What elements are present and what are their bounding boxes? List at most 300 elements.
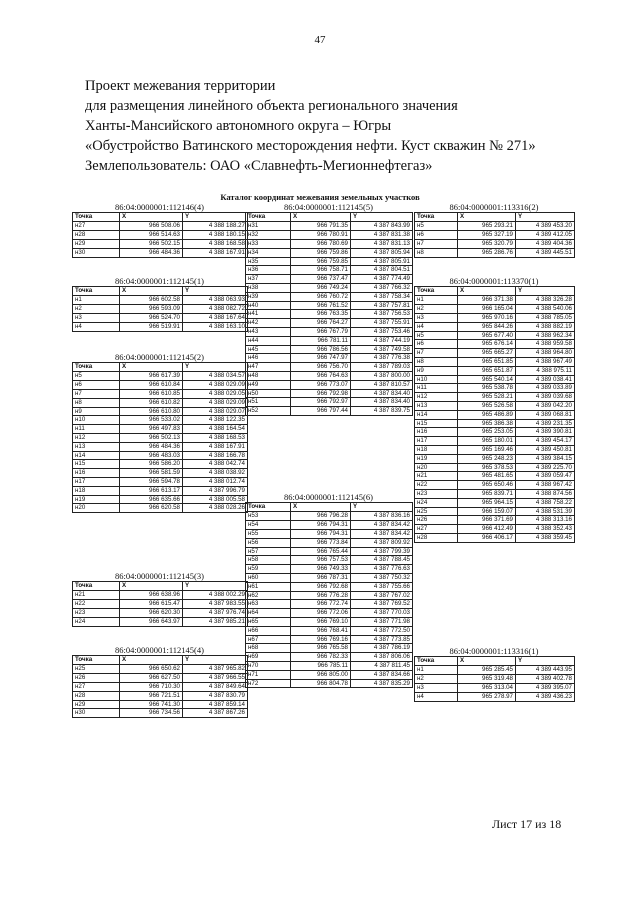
table-row [415, 463, 575, 472]
y-cell: 4 387 766.32 [351, 283, 413, 292]
x-cell: 966 792.97 [291, 398, 351, 407]
column-header-point: Точка [415, 657, 458, 666]
coordinates-table [72, 286, 248, 332]
y-cell: 4 388 167.91 [183, 442, 248, 451]
y-cell: 4 388 188.27 [183, 222, 248, 231]
point-cell: н28 [73, 231, 120, 240]
x-cell: 966 749.24 [291, 283, 351, 292]
point-cell: н40 [246, 301, 291, 310]
table-row [73, 296, 248, 305]
table-row [246, 345, 413, 354]
point-cell: н5 [73, 372, 120, 381]
x-cell: 966 756.70 [291, 363, 351, 372]
table-row [246, 336, 413, 345]
x-cell: 966 758.71 [291, 266, 351, 275]
table-row [246, 635, 413, 644]
table-row [246, 626, 413, 635]
table-row [73, 433, 248, 442]
point-cell: н12 [415, 393, 458, 402]
table-row [246, 239, 413, 248]
table-row [73, 591, 248, 600]
table-row [73, 600, 248, 609]
table-row [246, 591, 413, 600]
table-row [246, 275, 413, 284]
x-cell: 966 613.17 [120, 486, 183, 495]
point-cell: н27 [415, 525, 458, 534]
point-cell: н20 [73, 504, 120, 513]
table-row [415, 375, 575, 384]
table-header-row [415, 287, 575, 296]
y-cell: 4 389 402.78 [516, 675, 575, 684]
point-cell: н7 [415, 239, 458, 248]
table-header-row [73, 213, 248, 222]
y-cell: 4 387 835.29 [351, 679, 413, 688]
x-cell: 966 602.58 [120, 296, 183, 305]
table-row [73, 665, 248, 674]
point-cell: н1 [415, 296, 458, 305]
point-cell: н5 [415, 331, 458, 340]
table-row [73, 451, 248, 460]
x-cell: 965 526.58 [458, 401, 516, 410]
table-row [246, 301, 413, 310]
x-cell: 965 320.79 [458, 239, 516, 248]
x-cell: 965 327.19 [458, 231, 516, 240]
y-cell: 4 389 450.81 [516, 445, 575, 454]
point-cell: н69 [246, 653, 291, 662]
x-cell: 966 412.49 [458, 525, 516, 534]
cadastral-number: 86:04:0000001:112145(3) [115, 571, 204, 581]
point-cell: н16 [73, 469, 120, 478]
y-cell: 4 388 034.57 [183, 372, 248, 381]
table-row [415, 313, 575, 322]
table-row [415, 239, 575, 248]
y-cell: 4 388 167.91 [183, 248, 248, 257]
y-cell: 4 389 059.47 [516, 472, 575, 481]
x-cell: 965 970.16 [458, 313, 516, 322]
y-cell: 4 388 359.45 [516, 533, 575, 542]
x-cell: 966 519.91 [120, 322, 183, 331]
column-header-point: Точка [73, 656, 120, 665]
column-header-x: X [120, 213, 183, 222]
x-cell: 965 319.48 [458, 675, 516, 684]
x-cell: 965 386.38 [458, 419, 516, 428]
y-cell: 4 389 225.70 [516, 463, 575, 472]
y-cell: 4 389 033.89 [516, 384, 575, 393]
table-row [73, 691, 248, 700]
table-row [246, 327, 413, 336]
table-header-row [73, 287, 248, 296]
point-cell: н24 [415, 498, 458, 507]
point-cell: н3 [73, 313, 120, 322]
y-cell: 4 387 756.53 [351, 310, 413, 319]
x-cell: 966 159.07 [458, 507, 516, 516]
x-cell: 966 737.47 [291, 275, 351, 284]
x-cell: 965 486.89 [458, 410, 516, 419]
column-header-x: X [458, 287, 516, 296]
x-cell: 966 586.20 [120, 460, 183, 469]
y-cell: 4 387 834.40 [351, 389, 413, 398]
point-cell: н15 [415, 419, 458, 428]
x-cell: 966 524.70 [120, 313, 183, 322]
table-row [73, 674, 248, 683]
cadastral-number: 86:04:0000001:113316(2) [449, 202, 539, 212]
y-cell: 4 387 789.03 [351, 363, 413, 372]
x-cell: 966 760.72 [291, 292, 351, 301]
table-row [246, 222, 413, 231]
point-cell: н23 [415, 489, 458, 498]
x-cell: 965 253.05 [458, 428, 516, 437]
x-cell: 966 759.86 [291, 248, 351, 257]
table-row [246, 600, 413, 609]
x-cell: 966 484.36 [120, 442, 183, 451]
x-cell: 966 787.31 [291, 573, 351, 582]
y-cell: 4 388 163.10 [183, 322, 248, 331]
x-cell: 966 796.28 [291, 512, 351, 521]
y-cell: 4 387 767.02 [351, 591, 413, 600]
x-cell: 966 483.03 [120, 451, 183, 460]
point-cell: н20 [415, 463, 458, 472]
table-row [415, 384, 575, 393]
point-cell: н17 [73, 477, 120, 486]
table-row [246, 512, 413, 521]
table-row [415, 419, 575, 428]
point-cell: н35 [246, 257, 291, 266]
y-cell: 4 389 042.20 [516, 401, 575, 410]
y-cell: 4 387 772.50 [351, 626, 413, 635]
y-cell: 4 387 830.79 [183, 691, 248, 700]
y-cell: 4 389 039.68 [516, 393, 575, 402]
x-cell: 966 785.11 [291, 661, 351, 670]
table-header-row [73, 363, 248, 372]
column-header-y: Y [183, 287, 248, 296]
y-cell: 4 387 811.45 [351, 661, 413, 670]
y-cell: 4 387 834.66 [351, 670, 413, 679]
table-row [73, 477, 248, 486]
cadastral-number: 86:04:0000001:113316(1) [449, 646, 539, 656]
cadastral-number: 86:04:0000001:113370(1) [449, 276, 539, 286]
point-cell: н52 [246, 407, 291, 416]
coordinates-table [414, 286, 575, 543]
point-cell: н33 [246, 239, 291, 248]
x-cell: 966 773.07 [291, 380, 351, 389]
table-row [246, 231, 413, 240]
point-cell: н10 [73, 416, 120, 425]
x-cell: 965 528.21 [458, 393, 516, 402]
table-row [73, 231, 248, 240]
point-cell: н72 [246, 679, 291, 688]
point-cell: н55 [246, 529, 291, 538]
x-cell: 965 665.27 [458, 349, 516, 358]
x-cell: 965 248.23 [458, 454, 516, 463]
y-cell: 4 388 180.15 [183, 231, 248, 240]
table-row [415, 428, 575, 437]
table-row [246, 609, 413, 618]
y-cell: 4 387 834.42 [351, 529, 413, 538]
y-cell: 4 387 834.40 [351, 398, 413, 407]
x-cell: 966 643.97 [120, 617, 183, 626]
table-row [246, 363, 413, 372]
table-row [415, 472, 575, 481]
table-row [73, 322, 248, 331]
table-row [415, 525, 575, 534]
x-cell: 966 780.69 [291, 239, 351, 248]
column-header-x: X [120, 287, 183, 296]
y-cell: 4 389 038.41 [516, 375, 575, 384]
y-cell: 4 387 774.49 [351, 275, 413, 284]
point-cell: н47 [246, 363, 291, 372]
table-header-row [246, 503, 413, 512]
x-cell: 966 508.06 [120, 222, 183, 231]
x-cell: 966 786.56 [291, 345, 351, 354]
point-cell: н45 [246, 345, 291, 354]
x-cell: 966 767.79 [291, 327, 351, 336]
point-cell: н3 [415, 683, 458, 692]
y-cell: 4 388 967.42 [516, 481, 575, 490]
x-cell: 966 594.78 [120, 477, 183, 486]
point-cell: н68 [246, 644, 291, 653]
table-row [415, 401, 575, 410]
x-cell: 966 794.31 [291, 521, 351, 530]
y-cell: 4 388 882.19 [516, 322, 575, 331]
point-cell: н2 [415, 675, 458, 684]
y-cell: 4 389 453.20 [516, 222, 575, 231]
table-row [415, 357, 575, 366]
x-cell: 966 772.06 [291, 609, 351, 618]
table-row [415, 231, 575, 240]
table-row [73, 398, 248, 407]
y-cell: 4 388 758.22 [516, 498, 575, 507]
point-cell: н26 [415, 516, 458, 525]
x-cell: 966 165.04 [458, 305, 516, 314]
x-cell: 966 371.38 [458, 296, 516, 305]
y-cell: 4 388 005.58 [183, 495, 248, 504]
column-header-y: Y [183, 582, 248, 591]
y-cell: 4 389 454.17 [516, 437, 575, 446]
point-cell: н2 [415, 305, 458, 314]
point-cell: н11 [415, 384, 458, 393]
x-cell: 966 734.56 [120, 709, 183, 718]
table-row [246, 283, 413, 292]
column-header-point: Точка [415, 213, 458, 222]
point-cell: н51 [246, 398, 291, 407]
x-cell: 966 610.85 [120, 389, 183, 398]
point-cell: н1 [415, 666, 458, 675]
x-cell: 965 839.71 [458, 489, 516, 498]
column-header-y: Y [516, 657, 575, 666]
point-cell: н59 [246, 565, 291, 574]
column-header-y: Y [183, 656, 248, 665]
point-cell: н25 [73, 665, 120, 674]
coord-block [414, 276, 574, 543]
point-cell: н57 [246, 547, 291, 556]
y-cell: 4 388 959.58 [516, 340, 575, 349]
point-cell: н29 [73, 239, 120, 248]
y-cell: 4 387 773.85 [351, 635, 413, 644]
point-cell: н65 [246, 617, 291, 626]
x-cell: 965 481.65 [458, 472, 516, 481]
point-cell: н12 [73, 433, 120, 442]
y-cell: 4 389 436.23 [516, 692, 575, 701]
y-cell: 4 388 313.16 [516, 516, 575, 525]
table-row [73, 608, 248, 617]
y-cell: 4 388 964.80 [516, 349, 575, 358]
table-row [246, 354, 413, 363]
point-cell: н10 [415, 375, 458, 384]
table-header-row [73, 656, 248, 665]
point-cell: н62 [246, 591, 291, 600]
column-header-x: X [120, 656, 183, 665]
column-header-x: X [120, 363, 183, 372]
y-cell: 4 388 352.43 [516, 525, 575, 534]
column-header-point: Точка [246, 503, 291, 512]
y-cell: 4 388 029.05 [183, 389, 248, 398]
point-cell: н22 [415, 481, 458, 490]
point-cell: н22 [73, 600, 120, 609]
point-cell: н49 [246, 380, 291, 389]
x-cell: 966 533.02 [120, 416, 183, 425]
point-cell: н44 [246, 336, 291, 345]
y-cell: 4 387 810.57 [351, 380, 413, 389]
table-row [73, 504, 248, 513]
column-header-y: Y [516, 213, 575, 222]
x-cell: 966 781.11 [291, 336, 351, 345]
x-cell: 966 773.84 [291, 538, 351, 547]
x-cell: 966 792.98 [291, 389, 351, 398]
table-row [73, 460, 248, 469]
point-cell: н17 [415, 437, 458, 446]
coordinates-table [414, 212, 575, 258]
point-cell: н9 [73, 407, 120, 416]
document-header [85, 76, 605, 176]
point-cell: н1 [73, 296, 120, 305]
point-cell: н27 [73, 222, 120, 231]
x-cell: 966 484.36 [120, 248, 183, 257]
y-cell: 4 387 800.00 [351, 371, 413, 380]
point-cell: н54 [246, 521, 291, 530]
point-cell: н23 [73, 608, 120, 617]
table-row [246, 661, 413, 670]
header-line-4: «Обустройство Ватинского месторождения нефти. Куст скважин № 271» [85, 138, 536, 154]
coordinates-table [72, 655, 248, 718]
table-row [246, 521, 413, 530]
x-cell: 965 293.21 [458, 222, 516, 231]
table-row [415, 692, 575, 701]
x-cell: 966 650.62 [120, 665, 183, 674]
y-cell: 4 387 834.42 [351, 521, 413, 530]
x-cell: 966 502.15 [120, 239, 183, 248]
point-cell: н43 [246, 327, 291, 336]
x-cell: 965 651.85 [458, 357, 516, 366]
y-cell: 4 388 967.49 [516, 357, 575, 366]
x-cell: 965 964.15 [458, 498, 516, 507]
y-cell: 4 387 996.79 [183, 486, 248, 495]
point-cell: н67 [246, 635, 291, 644]
table-row [246, 617, 413, 626]
x-cell: 965 844.26 [458, 322, 516, 331]
point-cell: н6 [415, 340, 458, 349]
y-cell: 4 387 867.26 [183, 709, 248, 718]
table-row [415, 410, 575, 419]
y-cell: 4 387 839.75 [351, 407, 413, 416]
table-row [415, 489, 575, 498]
point-cell: н6 [415, 231, 458, 240]
y-cell: 4 388 012.74 [183, 477, 248, 486]
coordinates-table [245, 212, 413, 416]
table-row [415, 437, 575, 446]
cadastral-number: 86:04:0000001:112145(2) [115, 352, 204, 362]
header-line-5: Землепользователь: ОАО «Славнефть-Мегионнефтегаз» [85, 158, 433, 174]
point-cell: н19 [415, 454, 458, 463]
x-cell: 966 782.33 [291, 653, 351, 662]
y-cell: 4 387 755.91 [351, 319, 413, 328]
table-row [246, 319, 413, 328]
point-cell: н46 [246, 354, 291, 363]
y-cell: 4 388 531.39 [516, 507, 575, 516]
coord-block [414, 202, 574, 258]
point-cell: н16 [415, 428, 458, 437]
point-cell: н18 [73, 486, 120, 495]
column-header-x: X [458, 657, 516, 666]
y-cell: 4 387 769.52 [351, 600, 413, 609]
x-cell: 966 581.59 [120, 469, 183, 478]
table-row [73, 313, 248, 322]
table-row [415, 305, 575, 314]
x-cell: 966 805.00 [291, 670, 351, 679]
column-header-y: Y [351, 213, 413, 222]
y-cell: 4 388 063.93 [183, 296, 248, 305]
y-cell: 4 387 750.32 [351, 573, 413, 582]
point-cell: н8 [415, 248, 458, 257]
y-cell: 4 387 831.38 [351, 231, 413, 240]
table-row [246, 266, 413, 275]
x-cell: 966 797.44 [291, 407, 351, 416]
table-row [246, 573, 413, 582]
y-cell: 4 387 809.92 [351, 538, 413, 547]
coordinates-table [72, 212, 248, 258]
table-row [73, 486, 248, 495]
x-cell: 966 638.96 [120, 591, 183, 600]
column-header-y: Y [351, 503, 413, 512]
point-cell: н13 [73, 442, 120, 451]
y-cell: 4 387 758.34 [351, 292, 413, 301]
table-row [73, 617, 248, 626]
point-cell: н48 [246, 371, 291, 380]
point-cell: н7 [73, 389, 120, 398]
y-cell: 4 387 859.14 [183, 700, 248, 709]
coordinates-table [245, 502, 413, 688]
y-cell: 4 388 082.72 [183, 305, 248, 314]
table-row [415, 222, 575, 231]
table-row [73, 495, 248, 504]
x-cell: 965 538.78 [458, 384, 516, 393]
table-row [246, 292, 413, 301]
point-cell: н63 [246, 600, 291, 609]
table-row [73, 239, 248, 248]
x-cell: 966 764.27 [291, 319, 351, 328]
x-cell: 966 593.09 [120, 305, 183, 314]
table-row [246, 371, 413, 380]
y-cell: 4 389 443.95 [516, 666, 575, 675]
x-cell: 966 749.33 [291, 565, 351, 574]
y-cell: 4 387 776.63 [351, 565, 413, 574]
x-cell: 966 759.85 [291, 257, 351, 266]
x-cell: 966 514.63 [120, 231, 183, 240]
coord-block [414, 646, 574, 702]
table-row [73, 248, 248, 257]
y-cell: 4 387 776.38 [351, 354, 413, 363]
x-cell: 966 776.28 [291, 591, 351, 600]
table-row [73, 682, 248, 691]
